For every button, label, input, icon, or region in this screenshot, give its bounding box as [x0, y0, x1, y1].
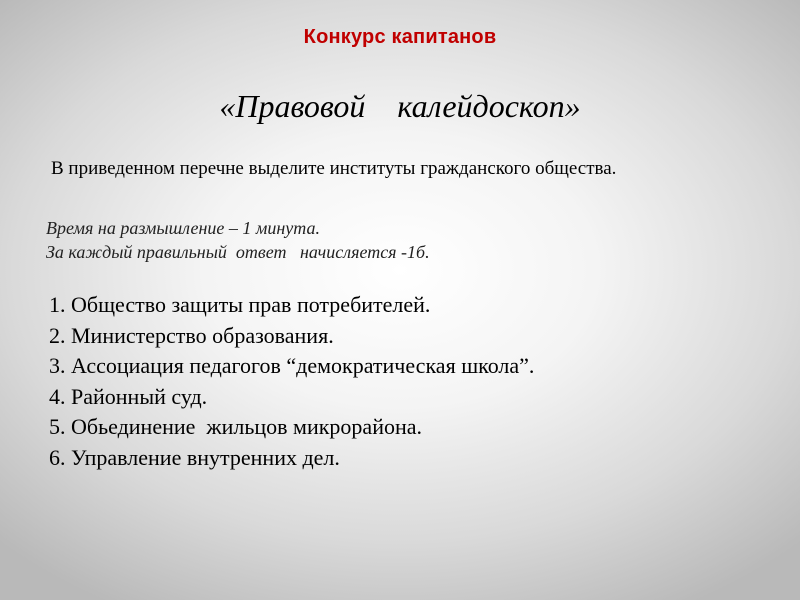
slide-title: Конкурс капитанов [303, 26, 497, 48]
list-item: 6. Управление внутренних дел. [49, 444, 340, 470]
scoring-note: За каждый правильный ответ начисляется -1б. [46, 242, 430, 262]
slide-subtitle: «Правовой калейдоскоп» [219, 88, 581, 124]
answer-options-list [49, 290, 534, 473]
rules-notes [46, 216, 430, 264]
time-note: Время на размышление – 1 минута. [46, 218, 320, 238]
list-item: 3. Ассоциация педагогов “демократическая школа”. [49, 353, 535, 378]
list-item: 1. Общество защиты прав потребителей. [49, 292, 431, 317]
instruction-text: В приведенном перечне выделите институты гражданского общества. [51, 158, 617, 179]
list-item: 2. Министерство образования. [49, 322, 334, 348]
list-item: 5. Обьединение жильцов микрорайона. [49, 414, 423, 439]
list-item: 4. Районный суд. [49, 383, 208, 409]
